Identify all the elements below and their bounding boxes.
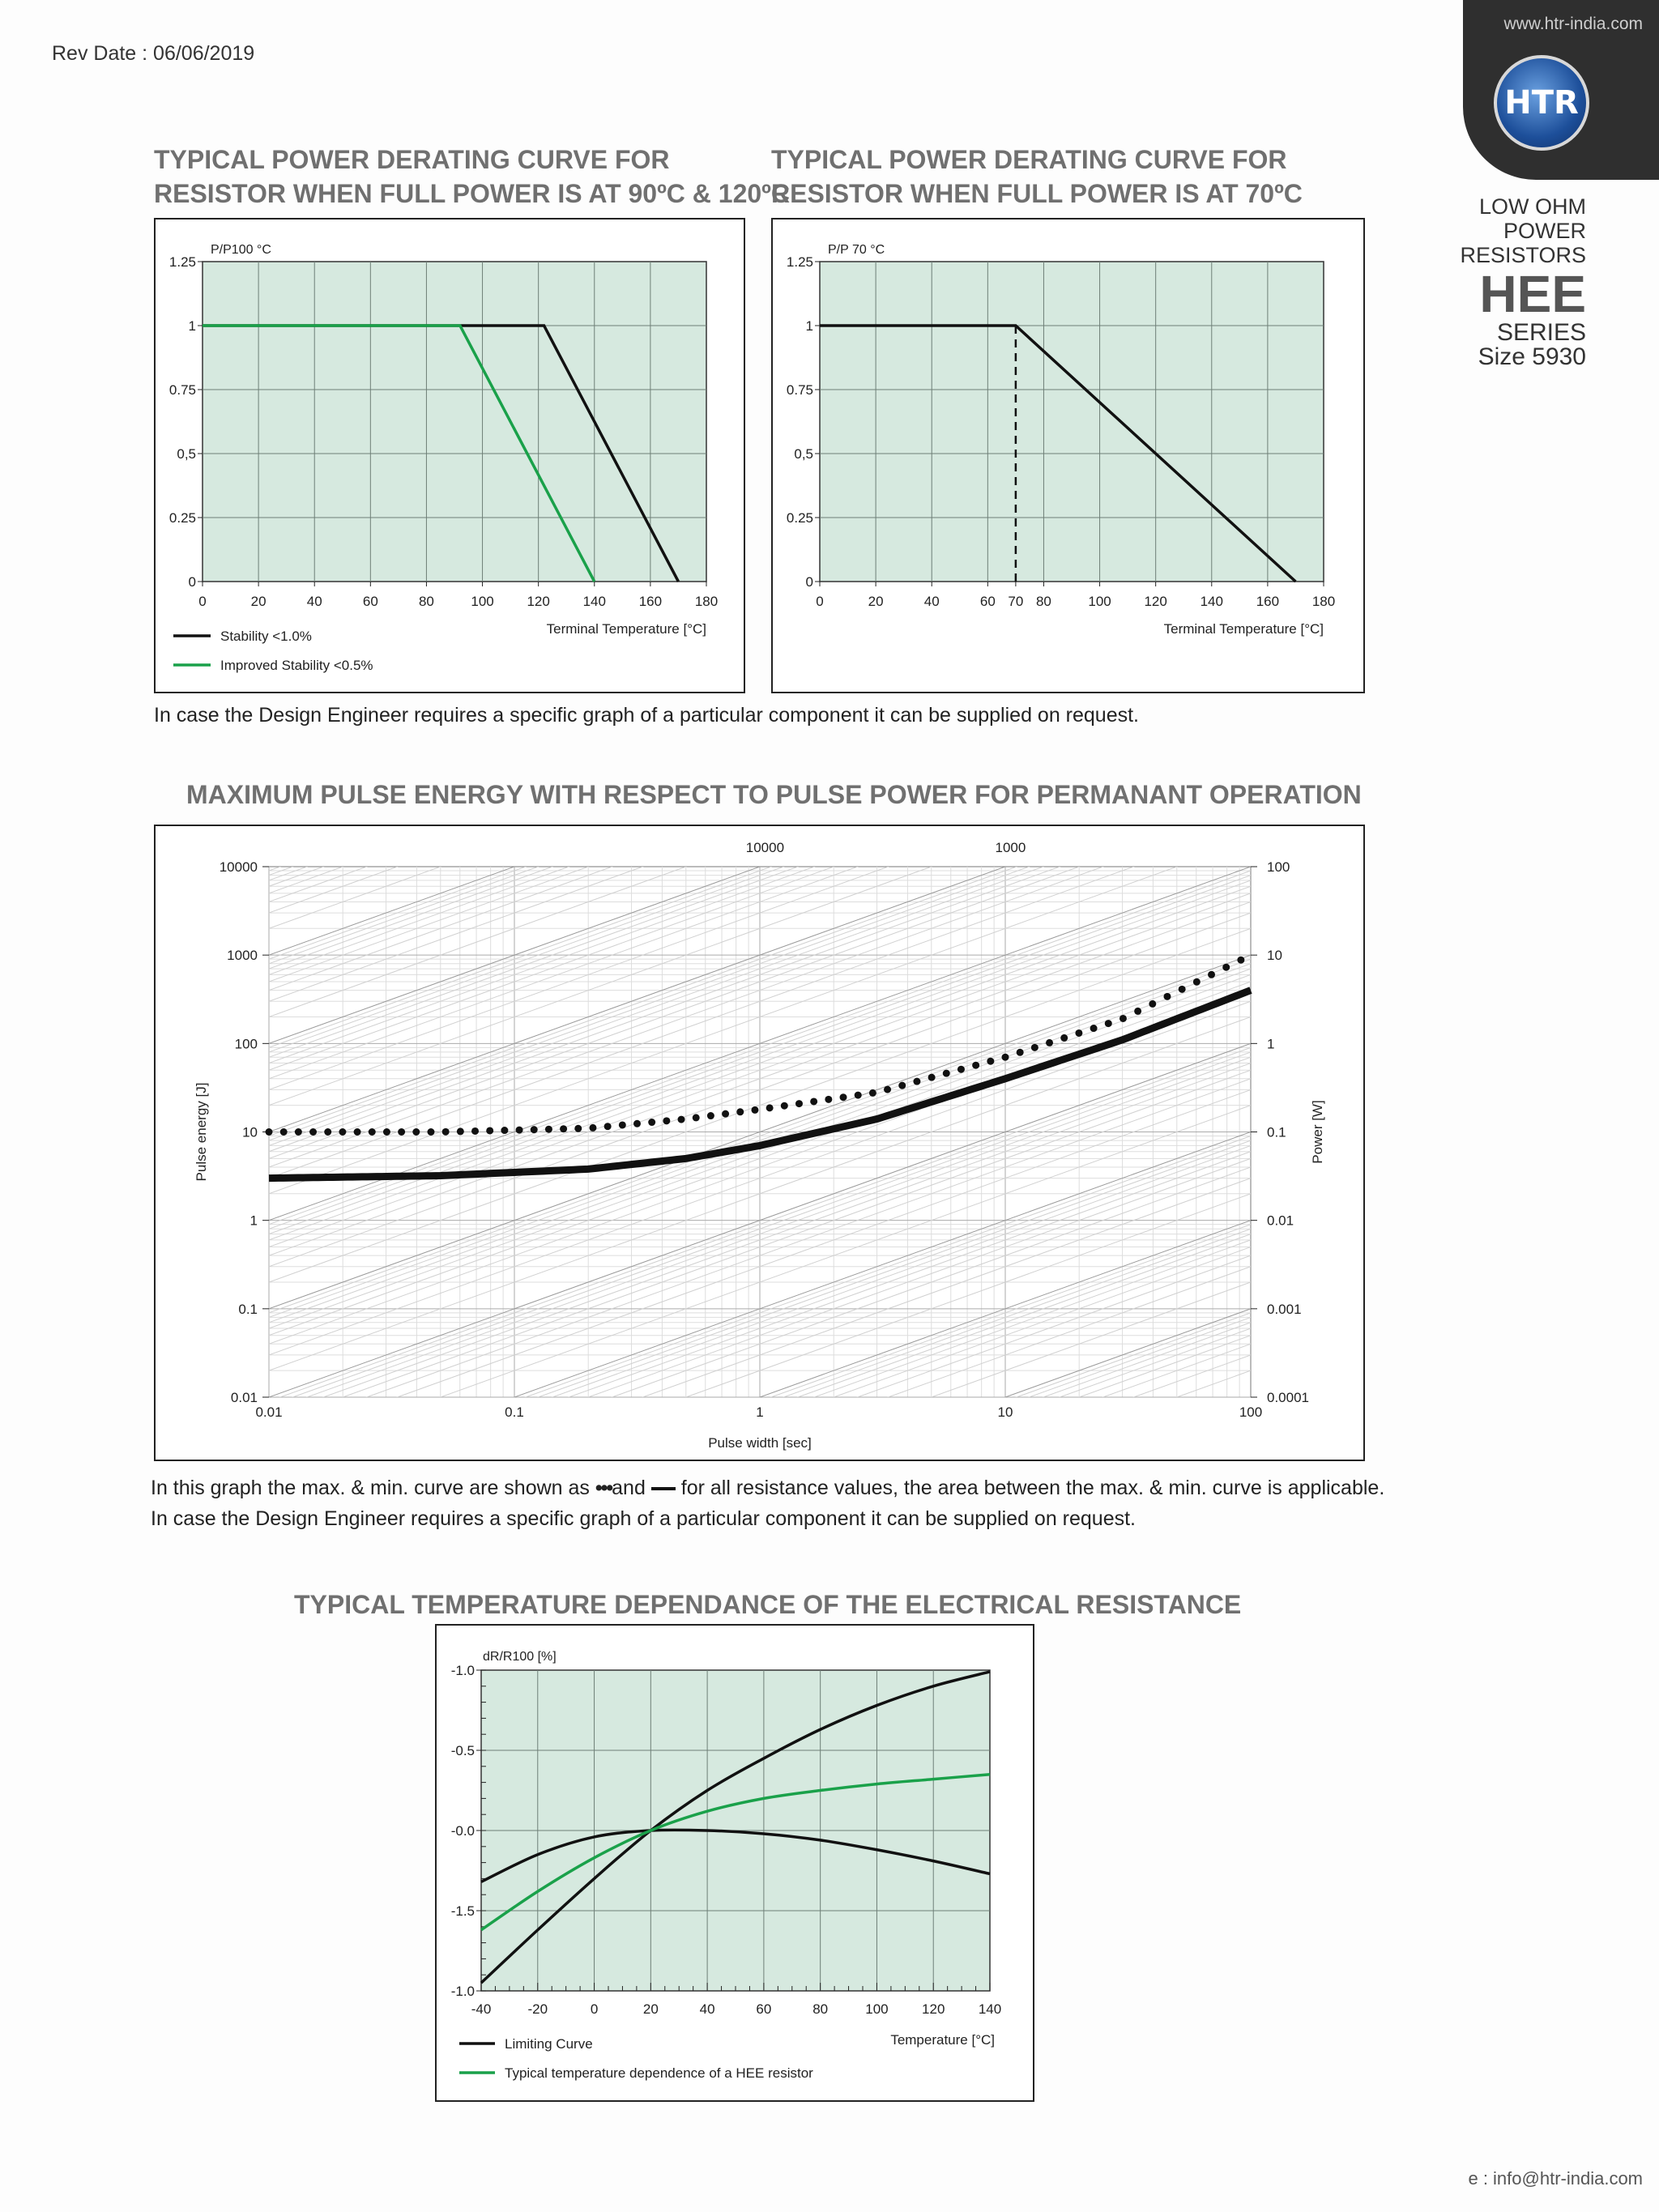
max-curve-dot bbox=[501, 1127, 508, 1134]
y-axis-label: Pulse energy [J] bbox=[194, 1082, 209, 1182]
max-curve-dot bbox=[1060, 1034, 1068, 1042]
max-curve-dot bbox=[751, 1106, 758, 1114]
plot-area bbox=[203, 262, 706, 582]
x-axis-label: Terminal Temperature [°C] bbox=[1163, 621, 1324, 637]
x-tick-label: 180 bbox=[694, 594, 719, 609]
max-curve-dot bbox=[693, 1114, 700, 1121]
x-tick-label: 160 bbox=[1256, 594, 1280, 609]
max-curve-dot bbox=[840, 1093, 847, 1101]
y-tick-label: 0,5 bbox=[177, 446, 196, 462]
x-tick-label: 180 bbox=[1311, 594, 1336, 609]
x-tick-label: 160 bbox=[638, 594, 663, 609]
x-axis-label: Terminal Temperature [°C] bbox=[546, 621, 706, 637]
max-curve-dot bbox=[736, 1108, 744, 1115]
y-axis-label: dR/R100 [%] bbox=[483, 1650, 557, 1664]
product-line-3: RESISTORS bbox=[1460, 243, 1586, 267]
series-label: SERIES bbox=[1496, 319, 1586, 346]
y-tick-label: 10 bbox=[242, 1124, 258, 1140]
y-tick-label: -0.5 bbox=[450, 1743, 475, 1758]
y2-tick-label: 1 bbox=[1267, 1036, 1275, 1052]
max-curve-dot bbox=[619, 1121, 626, 1128]
product-line-1: LOW OHM bbox=[1479, 194, 1586, 219]
y-tick-label: 0.25 bbox=[168, 510, 196, 526]
y-tick-label: 0,5 bbox=[794, 446, 813, 462]
x-tick-label: -20 bbox=[527, 2001, 548, 2017]
max-curve-dot bbox=[972, 1062, 979, 1069]
max-curve-dot bbox=[266, 1128, 273, 1136]
x-tick-label: 60 bbox=[362, 594, 378, 609]
max-curve-dot bbox=[633, 1120, 641, 1127]
y2-tick-label: 100 bbox=[1267, 859, 1290, 875]
top-label: 1000 bbox=[995, 840, 1026, 855]
x-tick-label: 80 bbox=[1035, 594, 1051, 609]
x-tick-label: 40 bbox=[306, 594, 322, 609]
max-curve-dot bbox=[1075, 1029, 1082, 1037]
tempco-chart-frame bbox=[435, 1624, 1034, 2102]
x-tick-label: 140 bbox=[1200, 594, 1223, 609]
y-axis-label: P/P100 °C bbox=[211, 243, 271, 257]
pulse-chart bbox=[156, 826, 1363, 1460]
derating-left-title-line1: TYPICAL POWER DERATING CURVE FOR bbox=[154, 145, 670, 174]
y-tick-label: -1.0 bbox=[450, 1663, 475, 1678]
max-curve-dot bbox=[913, 1078, 920, 1085]
x-tick-label: 80 bbox=[418, 594, 434, 609]
y-tick-label: 1 bbox=[188, 318, 196, 334]
max-curve-dot bbox=[678, 1116, 685, 1123]
x-tick-label: 10 bbox=[997, 1404, 1013, 1420]
derating-note: In case the Design Engineer requires a specific graph of a particular component it can be supplied on request. bbox=[154, 704, 1140, 727]
x-tick-label: 100 bbox=[865, 2001, 889, 2017]
x-tick-label: 140 bbox=[582, 594, 606, 609]
x-tick-label: 100 bbox=[1088, 594, 1111, 609]
max-curve-dot bbox=[471, 1127, 479, 1135]
max-curve-dot bbox=[295, 1128, 302, 1136]
x-tick-label: 140 bbox=[978, 2001, 1002, 2017]
y2-tick-label: 10 bbox=[1267, 948, 1282, 964]
max-curve-dot bbox=[309, 1128, 317, 1136]
x-tick-label: 100 bbox=[1239, 1404, 1263, 1420]
tempco-title: TYPICAL TEMPERATURE DEPENDANCE OF THE ELECTRICAL RESISTANCE bbox=[294, 1590, 1242, 1619]
legend-label: Typical temperature dependence of a HEE resistor bbox=[505, 2065, 813, 2081]
derating-left-chart-frame bbox=[154, 218, 745, 693]
x-tick-label: 20 bbox=[868, 594, 884, 609]
x-tick-label: 40 bbox=[923, 594, 940, 609]
x-tick-label: 0.01 bbox=[255, 1404, 283, 1420]
max-curve-dot bbox=[795, 1100, 803, 1107]
max-curve-dot bbox=[280, 1128, 288, 1136]
x-tick-label: 60 bbox=[979, 594, 996, 609]
max-curve-dot bbox=[987, 1058, 994, 1065]
derating-right-title bbox=[771, 143, 1303, 211]
y-tick-label: 10000 bbox=[219, 859, 258, 875]
max-curve-dot bbox=[604, 1123, 612, 1130]
max-curve-dot bbox=[1120, 1015, 1127, 1022]
y-tick-label: 1.25 bbox=[786, 254, 813, 270]
max-curve-dot bbox=[1208, 971, 1215, 978]
max-curve-dot bbox=[766, 1104, 774, 1111]
max-curve-dot bbox=[531, 1126, 538, 1133]
y-tick-label: 0.25 bbox=[786, 510, 813, 526]
y-tick-label: 1 bbox=[805, 318, 813, 334]
max-curve-dot bbox=[369, 1128, 376, 1136]
max-curve-dot bbox=[486, 1127, 493, 1134]
pulse-note-line2: In case the Design Engineer requires a specific graph of a particular component it can be supplied on request. bbox=[151, 1507, 1137, 1530]
y-tick-label: 0 bbox=[805, 574, 813, 590]
top-label: 10000 bbox=[745, 840, 785, 855]
y-tick-label: -0.0 bbox=[450, 1823, 475, 1839]
max-curve-dot bbox=[1179, 986, 1186, 993]
max-curve-dot bbox=[1149, 1000, 1156, 1008]
max-curve-dot bbox=[1031, 1044, 1038, 1051]
x-tick-label: 20 bbox=[642, 2001, 659, 2017]
y-tick-label: 1.25 bbox=[168, 254, 196, 270]
max-curve-dot bbox=[545, 1126, 552, 1133]
max-curve-dot bbox=[810, 1097, 817, 1105]
derating-left-chart bbox=[156, 219, 744, 692]
pulse-title: MAXIMUM PULSE ENERGY WITH RESPECT TO PULSE POWER FOR PERMANANT OPERATION bbox=[186, 780, 1362, 809]
max-curve-dot bbox=[855, 1092, 862, 1099]
legend-label: Limiting Curve bbox=[505, 2036, 593, 2052]
derating-left-title-line2: RESISTOR WHEN FULL POWER IS AT 90ºC & 120ºC bbox=[154, 179, 790, 208]
max-curve-dot bbox=[707, 1112, 714, 1119]
max-curve-dot bbox=[516, 1127, 523, 1134]
rev-date: Rev Date : 06/06/2019 bbox=[52, 42, 255, 65]
max-curve-dot bbox=[663, 1117, 670, 1124]
x-tick-label: 0.1 bbox=[505, 1404, 524, 1420]
y-tick-label: -1.0 bbox=[450, 1984, 475, 1999]
x-tick-label: 1 bbox=[756, 1404, 764, 1420]
max-curve-dot bbox=[1237, 957, 1244, 964]
max-curve-dot bbox=[442, 1128, 450, 1136]
y-tick-label: 100 bbox=[234, 1036, 258, 1052]
pulse-chart-frame bbox=[154, 825, 1365, 1461]
y-tick-label: 1000 bbox=[227, 948, 258, 964]
x-axis-label: Temperature [°C] bbox=[890, 2032, 995, 2048]
max-curve-dot bbox=[412, 1128, 420, 1136]
pulse-note-part-c: for all resistance values, the area between the max. & min. curve is applicable. bbox=[680, 1477, 1385, 1499]
legend-label: Stability <1.0% bbox=[220, 629, 312, 644]
y-tick-label: 0 bbox=[188, 574, 196, 590]
derating-right-chart-frame bbox=[771, 218, 1365, 693]
max-curve-dot bbox=[943, 1070, 950, 1077]
derating-left-title bbox=[154, 143, 790, 211]
max-curve-dot bbox=[884, 1086, 891, 1093]
x-tick-label: 0 bbox=[816, 594, 824, 609]
x-tick-label: 120 bbox=[1144, 594, 1167, 609]
y-tick-label: -1.5 bbox=[450, 1903, 475, 1919]
series-name: HEE bbox=[1479, 265, 1586, 323]
y2-tick-label: 0.01 bbox=[1267, 1213, 1294, 1229]
y-axis-label: P/P 70 °C bbox=[828, 243, 885, 257]
max-curve-dot bbox=[589, 1124, 596, 1132]
max-curve-dot bbox=[398, 1128, 405, 1136]
max-curve-dot bbox=[1163, 993, 1171, 1000]
max-curve-dot bbox=[1017, 1049, 1024, 1056]
y2-tick-label: 0.0001 bbox=[1267, 1390, 1309, 1405]
derating-right-title-line1: TYPICAL POWER DERATING CURVE FOR bbox=[771, 145, 1287, 174]
website-link[interactable]: www.htr-india.com bbox=[1503, 15, 1643, 33]
max-curve-dot bbox=[869, 1089, 876, 1097]
max-curve-dot bbox=[781, 1102, 788, 1110]
x-tick-label: 60 bbox=[756, 2001, 772, 2017]
product-line-2: POWER bbox=[1503, 219, 1586, 243]
max-curve-dot bbox=[1105, 1020, 1112, 1027]
x-axis-label: Pulse width [sec] bbox=[708, 1435, 812, 1451]
x-tick-label: -40 bbox=[471, 2001, 492, 2017]
x-tick-label: 120 bbox=[527, 594, 550, 609]
y-tick-label: 0.01 bbox=[230, 1390, 258, 1405]
product-badge bbox=[1460, 194, 1586, 369]
x-tick-label: 40 bbox=[699, 2001, 715, 2017]
max-curve-dot bbox=[1046, 1039, 1053, 1046]
max-curve-dot bbox=[1134, 1008, 1141, 1015]
max-curve-dot bbox=[1002, 1054, 1009, 1061]
legend-label: Improved Stability <0.5% bbox=[220, 658, 373, 673]
max-curve-dot bbox=[957, 1066, 965, 1073]
x-tick-label: 70 bbox=[1008, 594, 1024, 609]
x-tick-label: 80 bbox=[812, 2001, 829, 2017]
x-tick-label: 100 bbox=[471, 594, 494, 609]
pulse-note-line1 bbox=[151, 1473, 1384, 1503]
x-tick-label: 0 bbox=[590, 2001, 599, 2017]
max-curve-dot bbox=[1222, 964, 1230, 971]
derating-right-chart bbox=[773, 219, 1363, 692]
pulse-note-part-a: In this graph the max. & min. curve are shown as bbox=[151, 1477, 590, 1499]
pulse-note bbox=[151, 1473, 1384, 1534]
solid-line-symbol bbox=[651, 1487, 676, 1490]
max-curve-dot bbox=[324, 1128, 331, 1136]
max-curve-dot bbox=[1193, 978, 1201, 986]
y2-axis-label: Power [W] bbox=[1310, 1100, 1325, 1164]
max-curve-dot bbox=[383, 1128, 390, 1136]
dotted-symbol: ••• bbox=[595, 1477, 612, 1499]
x-tick-label: 120 bbox=[922, 2001, 945, 2017]
max-curve-dot bbox=[1090, 1025, 1098, 1032]
max-curve-dot bbox=[457, 1127, 464, 1135]
max-curve-dot bbox=[898, 1082, 906, 1089]
y-tick-label: 0.75 bbox=[168, 382, 196, 398]
max-curve-dot bbox=[928, 1074, 936, 1081]
y2-tick-label: 0.001 bbox=[1267, 1301, 1302, 1317]
htr-logo: HTR bbox=[1494, 55, 1589, 151]
y-tick-label: 0.75 bbox=[786, 382, 813, 398]
y2-tick-label: 0.1 bbox=[1267, 1124, 1286, 1140]
max-curve-dot bbox=[825, 1096, 832, 1103]
max-curve-dot bbox=[574, 1125, 582, 1132]
max-curve-dot bbox=[722, 1110, 729, 1118]
tempco-chart bbox=[437, 1626, 1033, 2100]
y-tick-label: 1 bbox=[249, 1213, 258, 1229]
x-tick-label: 0 bbox=[198, 594, 207, 609]
max-curve-dot bbox=[560, 1125, 567, 1132]
max-curve-dot bbox=[648, 1119, 655, 1126]
derating-right-title-line2: RESISTOR WHEN FULL POWER IS AT 70ºC bbox=[771, 179, 1303, 208]
power-guide-line bbox=[269, 1459, 1251, 1460]
pulse-note-part-b: and bbox=[612, 1477, 646, 1499]
footer-email[interactable]: e : info@htr-india.com bbox=[1468, 2168, 1643, 2189]
y-tick-label: 0.1 bbox=[238, 1301, 258, 1317]
plot-area bbox=[820, 262, 1324, 582]
max-curve-dot bbox=[339, 1128, 346, 1136]
max-curve-dot bbox=[427, 1128, 434, 1136]
series-size: Size 5930 bbox=[1478, 343, 1586, 370]
max-curve-dot bbox=[354, 1128, 361, 1136]
x-tick-label: 20 bbox=[250, 594, 267, 609]
